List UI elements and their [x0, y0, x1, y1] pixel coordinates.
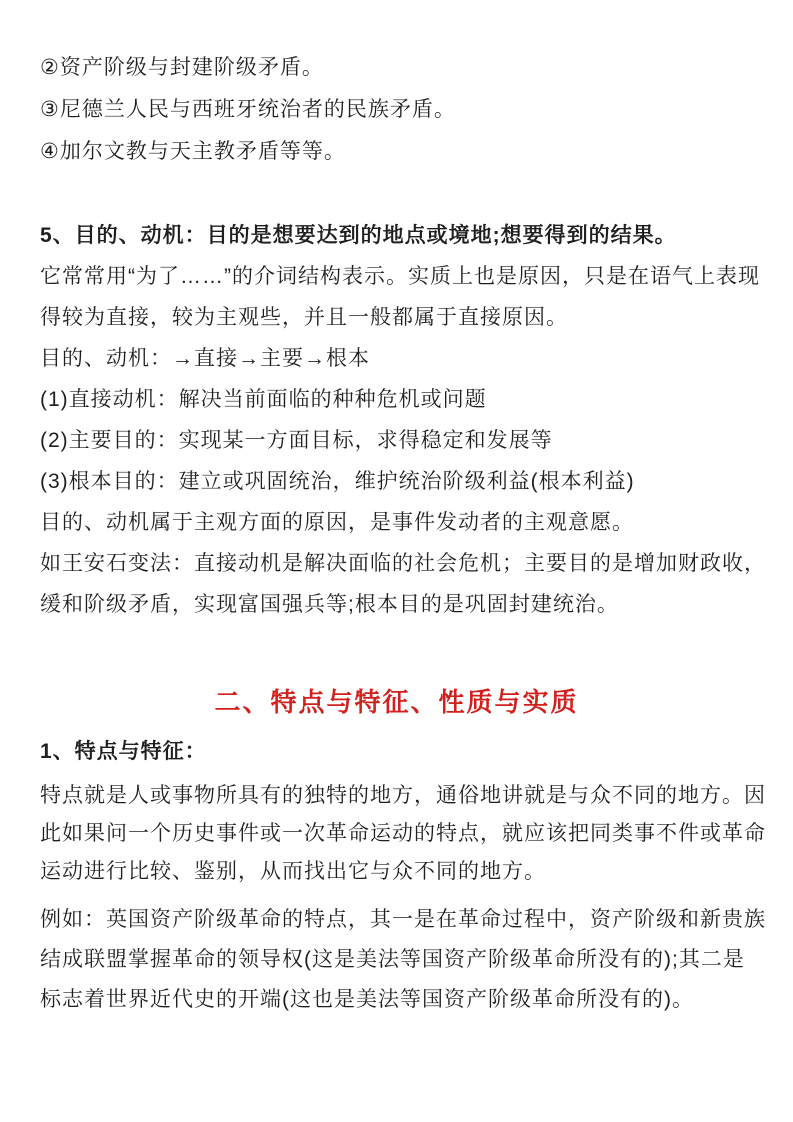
section-heading: 5、目的、动机：目的是想要达到的地点或境地;想要得到的结果。	[40, 224, 677, 247]
text-line: (3)根本目的：建立或巩固统治，维护统治阶级利益(根本利益)	[40, 470, 635, 493]
paragraph-example	[40, 900, 766, 1020]
text-line: 标志着世界近代史的开端(这也是美法等国资产阶级革命所没有的)。	[40, 988, 694, 1011]
text-line: 得较为直接，较为主观些，并且一般都属于直接原因。	[40, 306, 568, 329]
text-line: 特点就是人或事物所具有的独特的地方，通俗地讲就是与众不同的地方。因	[40, 784, 766, 807]
chapter-title: 二、特点与特征、性质与实质	[214, 687, 579, 717]
text-line: 结成联盟掌握革命的领导权(这是美法等国资产阶级革命所没有的);其二是	[40, 948, 745, 971]
text-line: (1)直接动机：解决当前面临的种种危机或问题	[40, 388, 487, 411]
text-line: 例如：英国资产阶级革命的特点，其一是在革命过程中，资产阶级和新贵族	[40, 908, 766, 931]
contradictions-list	[40, 0, 753, 173]
list-item: ③尼德兰人民与西班牙统治者的民族矛盾。	[40, 98, 456, 121]
text-line: 目的、动机：→直接→主要→根本	[40, 347, 370, 370]
paragraph-definition	[40, 777, 766, 891]
text-line: 缓和阶级矛盾，实现富国强兵等;根本目的是巩固封建统治。	[40, 593, 619, 616]
text-line: (2)主要目的：实现某一方面目标，求得稳定和发展等	[40, 429, 553, 452]
list-item: ②资产阶级与封建阶级矛盾。	[40, 56, 324, 79]
text-line: 目的、动机属于主观方面的原因，是事件发动者的主观意愿。	[40, 511, 634, 534]
text-line: 运动进行比较、鉴别，从而找出它与众不同的地方。	[40, 860, 546, 883]
section-purpose-motive	[40, 215, 766, 625]
list-item: ④加尔文教与天主教矛盾等等。	[40, 140, 346, 163]
text-line: 此如果问一个历史事件或一次革命运动的特点，就应该把同类事不件或革命	[40, 822, 766, 845]
sub-section-heading: 1、特点与特征：	[40, 740, 207, 763]
text-line: 它常常用“为了……”的介词结构表示。实质上也是原因，只是在语气上表现	[40, 265, 760, 288]
text-line: 如王安石变法：直接动机是解决面临的社会危机；主要目的是增加财政收，	[40, 552, 766, 575]
